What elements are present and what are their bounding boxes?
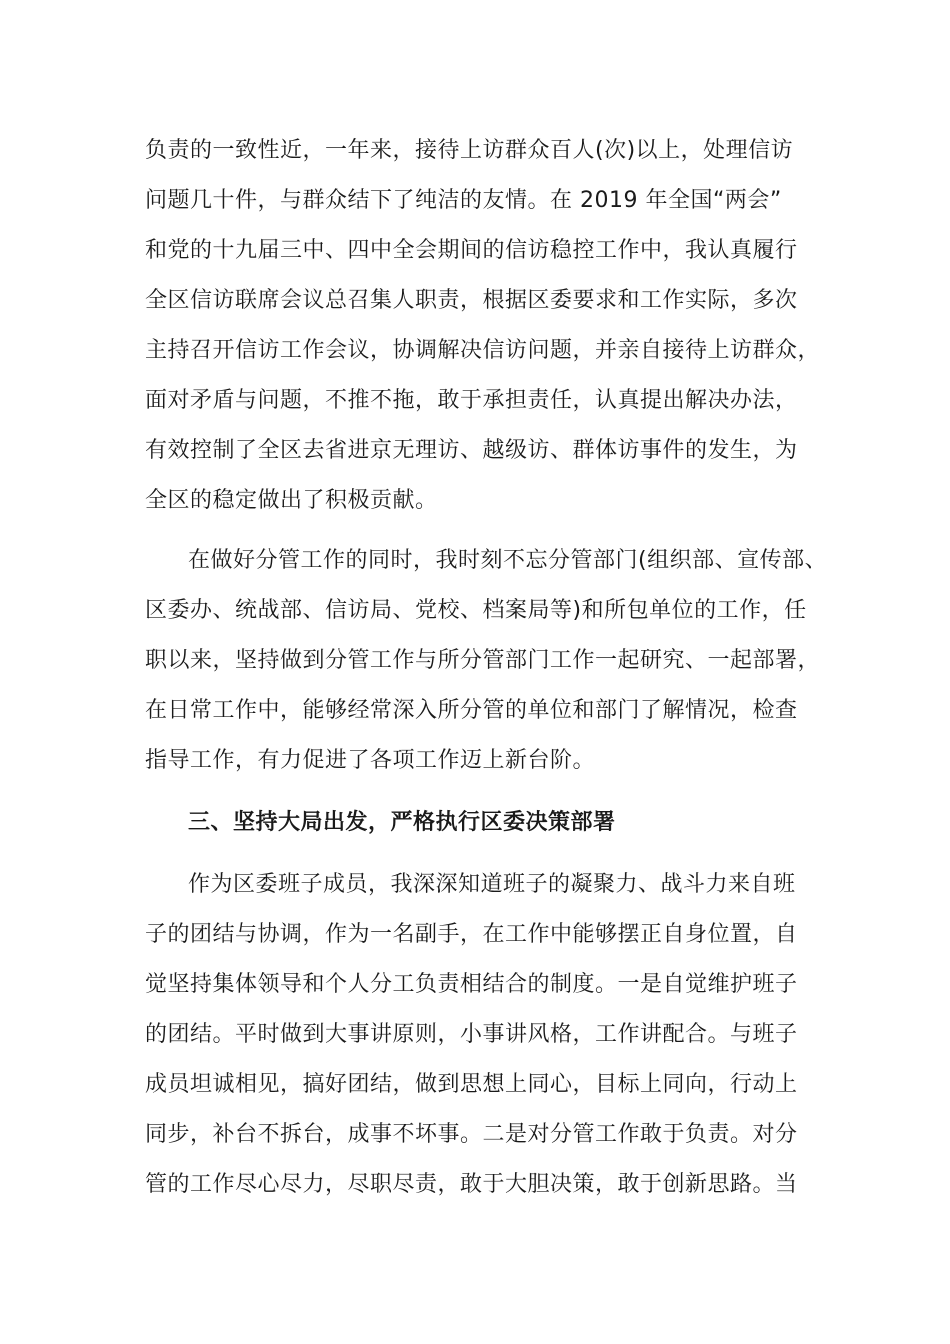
paragraph-line: 有效控制了全区去省进京无理访、越级访、群体访事件的发生，为	[145, 438, 798, 463]
paragraph-line: 区委办、统战部、信访局、党校、档案局等)和所包单位的工作，任	[145, 598, 807, 623]
paragraph-line: 面对矛盾与问题，不推不拖，敢于承担责任，认真提出解决办法，	[145, 388, 798, 413]
paragraph-line: 问题几十件，与群众结下了纯洁的友情。在 2019 年全国“两会”	[145, 188, 782, 213]
paragraph-line: 成员坦诚相见，搞好团结，做到思想上同心，目标上同向，行动上	[145, 1072, 798, 1097]
paragraph-line: 主持召开信访工作会议，协调解决信访问题，并亲自接待上访群众，	[145, 338, 821, 363]
section-heading: 三、坚持大局出发，严格执行区委决策部署	[188, 810, 616, 835]
paragraph-line: 在日常工作中，能够经常深入所分管的单位和部门了解情况，检查	[145, 698, 798, 723]
paragraph-line: 和党的十九届三中、四中全会期间的信访稳控工作中，我认真履行	[145, 238, 798, 263]
paragraph-line: 指导工作，有力促进了各项工作迈上新台阶。	[145, 748, 596, 773]
paragraph-line: 作为区委班子成员，我深深知道班子的凝聚力、战斗力来自班	[188, 872, 796, 897]
paragraph-line: 觉坚持集体领导和个人分工负责相结合的制度。一是自觉维护班子	[145, 972, 798, 997]
paragraph-line: 全区信访联席会议总召集人职责，根据区委要求和工作实际，多次	[145, 288, 798, 313]
paragraph-line: 全区的稳定做出了积极贡献。	[145, 488, 438, 513]
paragraph-line: 职以来，坚持做到分管工作与所分管部门工作一起研究、一起部署，	[145, 648, 821, 673]
paragraph-line: 负责的一致性近，一年来，接待上访群众百人(次)以上，处理信访	[145, 138, 794, 163]
paragraph-line: 同步，补台不拆台，成事不坏事。二是对分管工作敢于负责。对分	[145, 1122, 798, 1147]
paragraph-line: 在做好分管工作的同时，我时刻不忘分管部门(组织部、宣传部、	[188, 548, 828, 573]
paragraph-line: 管的工作尽心尽力，尽职尽责，敢于大胆决策，敢于创新思路。当	[145, 1172, 798, 1197]
paragraph-line: 子的团结与协调，作为一名副手，在工作中能够摆正自身位置，自	[145, 922, 798, 947]
paragraph-line: 的团结。平时做到大事讲原则，小事讲风格，工作讲配合。与班子	[145, 1022, 798, 1047]
